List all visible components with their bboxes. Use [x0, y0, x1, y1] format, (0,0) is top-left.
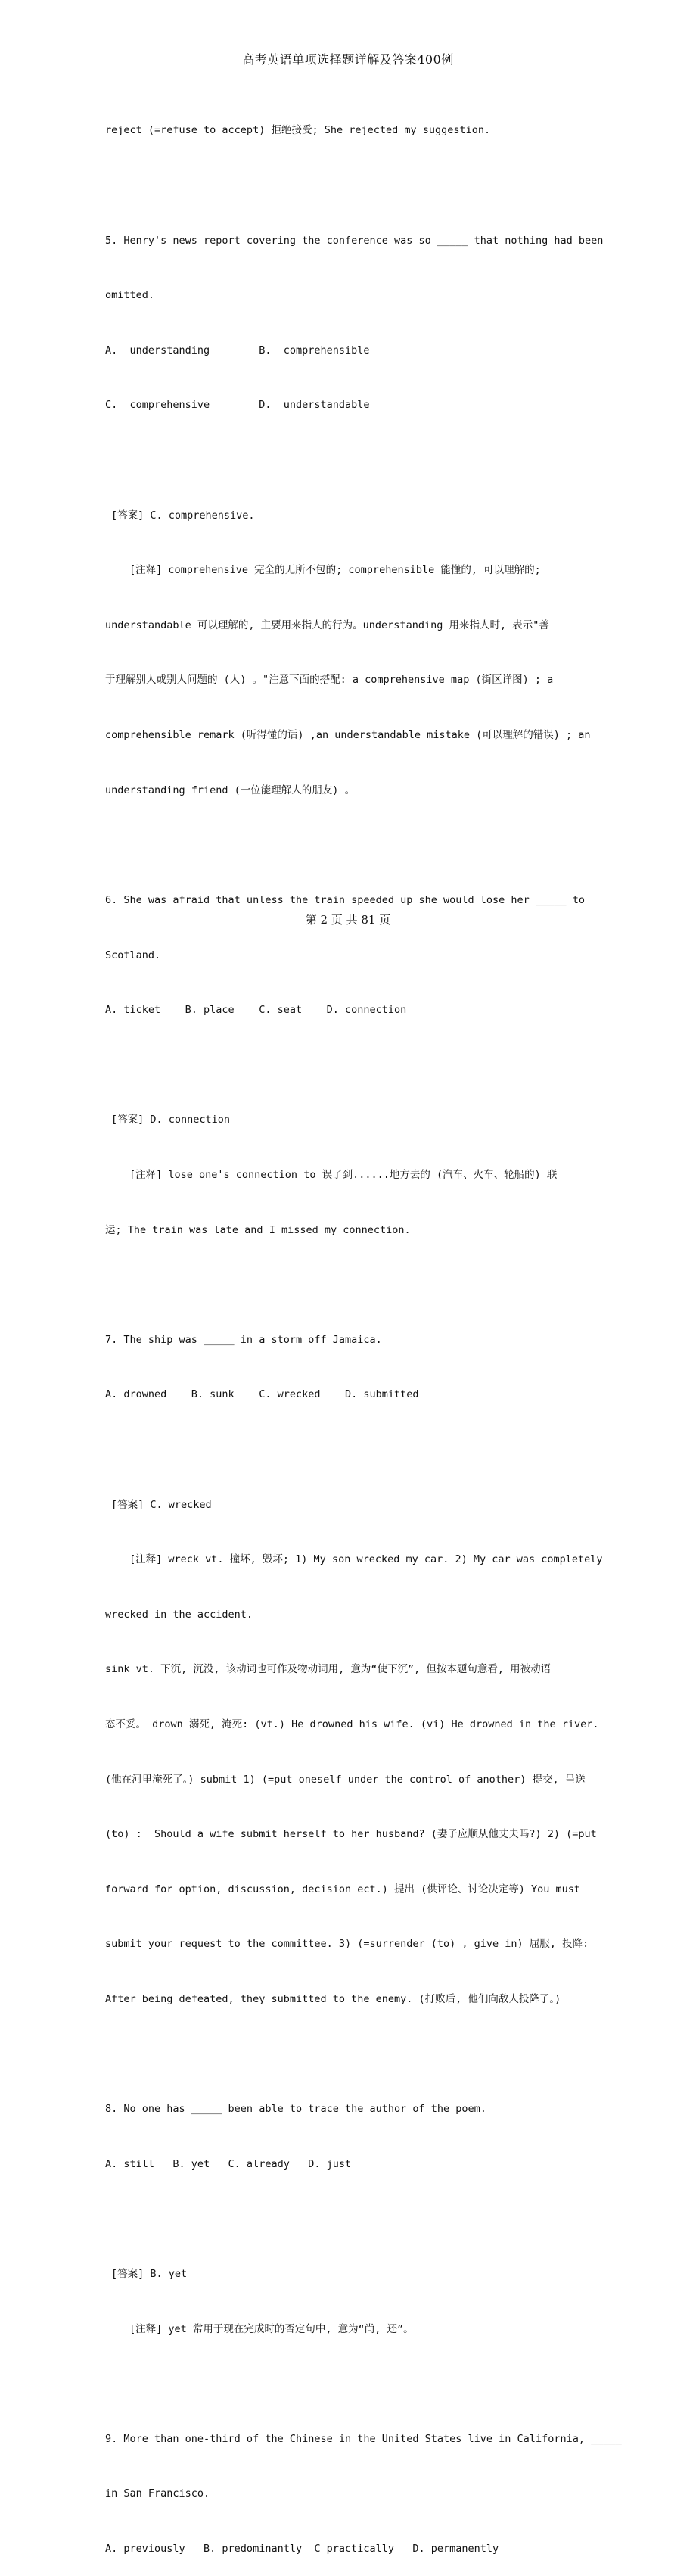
question-8-options: A. still B. yet C. already D. just [105, 2157, 352, 2170]
question-6-note: [注释] lose one's connection to 误了到......地方去的 (汽车、火车、轮船的) 联 [129, 1168, 558, 1181]
question-6-note: 运; The train was late and I missed my connection. [105, 1223, 411, 1236]
question-7-note: sink vt. 下沉, 沉没, 该动词也可作及物动词用, 意为“使下沉”, 但按本题句意看, 用被动语 [105, 1663, 552, 1676]
document-title: 高考英语单项选择题详解及答案400例 [242, 52, 454, 67]
question-5-options: C. comprehensive D. understandable [105, 399, 370, 412]
question-6-stem: Scotland. [105, 948, 161, 961]
blank-line [105, 836, 627, 854]
blank-line [105, 1276, 627, 1294]
question-7-note: [注释] wreck vt. 撞坏, 毁坏; 1) My son wrecked my car. 2) My car was completely [129, 1553, 603, 1566]
question-5-note: [注释] comprehensive 完全的无所不包的; comprehensible 能懂的, 可以理解的; [129, 564, 541, 577]
question-7-options: A. drowned B. sunk C. wrecked D. submitted [105, 1388, 419, 1401]
question-5-note: comprehensible remark (听得懂的话) ,an understandable mistake (可以理解的错误) ; an [105, 729, 591, 742]
question-7-answer: [答案] C. wrecked [111, 1498, 212, 1511]
question-8-stem: 8. No one has _____ been able to trace the author of the poem. [105, 2103, 486, 2116]
blank-line [105, 2045, 627, 2064]
question-7-note: wrecked in the accident. [105, 1608, 253, 1621]
text-line: reject (=refuse to accept) 拒绝接受; She rejected my suggestion. [105, 124, 491, 137]
question-5-answer: [答案] C. comprehensive. [111, 509, 255, 522]
question-7-note: submit your request to the committee. 3) (=surrender (to) , give in) 屈服, 投降: [105, 1938, 589, 1951]
blank-line [105, 2375, 627, 2393]
question-9-options: A. previously B. predominantly C practically D. permanently [105, 2543, 499, 2556]
question-5-stem: 5. Henry's news report covering the conference was so _____ that nothing had been [105, 234, 604, 247]
question-5-note: understanding friend (一位能理解人的朋友) 。 [105, 783, 356, 796]
question-7-note: (他在河里淹死了。) submit 1) (=put oneself under the control of another) 提交, 呈送 [105, 1773, 586, 1786]
question-9-stem: in San Francisco. [105, 2487, 210, 2500]
question-5-stem: omitted. [105, 289, 155, 302]
question-6-options: A. ticket B. place C. seat D. connection [105, 1004, 407, 1017]
question-8-answer: [答案] B. yet [111, 2268, 188, 2281]
blank-line [105, 2210, 627, 2228]
question-6-answer: [答案] D. connection [111, 1114, 231, 1126]
question-5-note: understandable 可以理解的, 主要用来指人的行为。understanding 用来指人时, 表示"善 [105, 618, 549, 631]
question-6-stem: 6. She was afraid that unless the train speeded up she would lose her _____ to [105, 893, 585, 906]
question-7-note: (to) : Should a wife submit herself to her husband? (妻子应顺从他丈夫吗?) 2) (=put [105, 1828, 597, 1841]
question-7-note: After being defeated, they submitted to the enemy. (打败后, 他们向敌人投降了。) [105, 1993, 561, 2006]
question-9-stem: 9. More than one-third of the Chinese in the United States live in California, _____ [105, 2432, 622, 2445]
question-5-options: A. understanding B. comprehensible [105, 344, 370, 357]
question-7-note: forward for option, discussion, decision ect.) 提出 (供评论、讨论决定等) You must [105, 1883, 581, 1895]
blank-line [105, 176, 627, 195]
page-number: 第 2 页 共 81 页 [305, 913, 391, 927]
document-body [105, 85, 627, 2576]
blank-line [105, 451, 627, 469]
question-8-note: [注释] yet 常用于现在完成时的否定句中, 意为“尚, 还”。 [129, 2322, 414, 2335]
question-7-note: 态不妥。 drown 溺死, 淹死: (vt.) He drowned his wife. (vi) He drowned in the river. [105, 1718, 599, 1730]
blank-line [105, 1056, 627, 1074]
question-5-note: 于理解别人或别人问题的 (人) 。"注意下面的搭配: a comprehensive map (街区详图) ; a [105, 674, 554, 687]
blank-line [105, 1441, 627, 1459]
question-7-stem: 7. The ship was _____ in a storm off Jamaica. [105, 1333, 382, 1346]
